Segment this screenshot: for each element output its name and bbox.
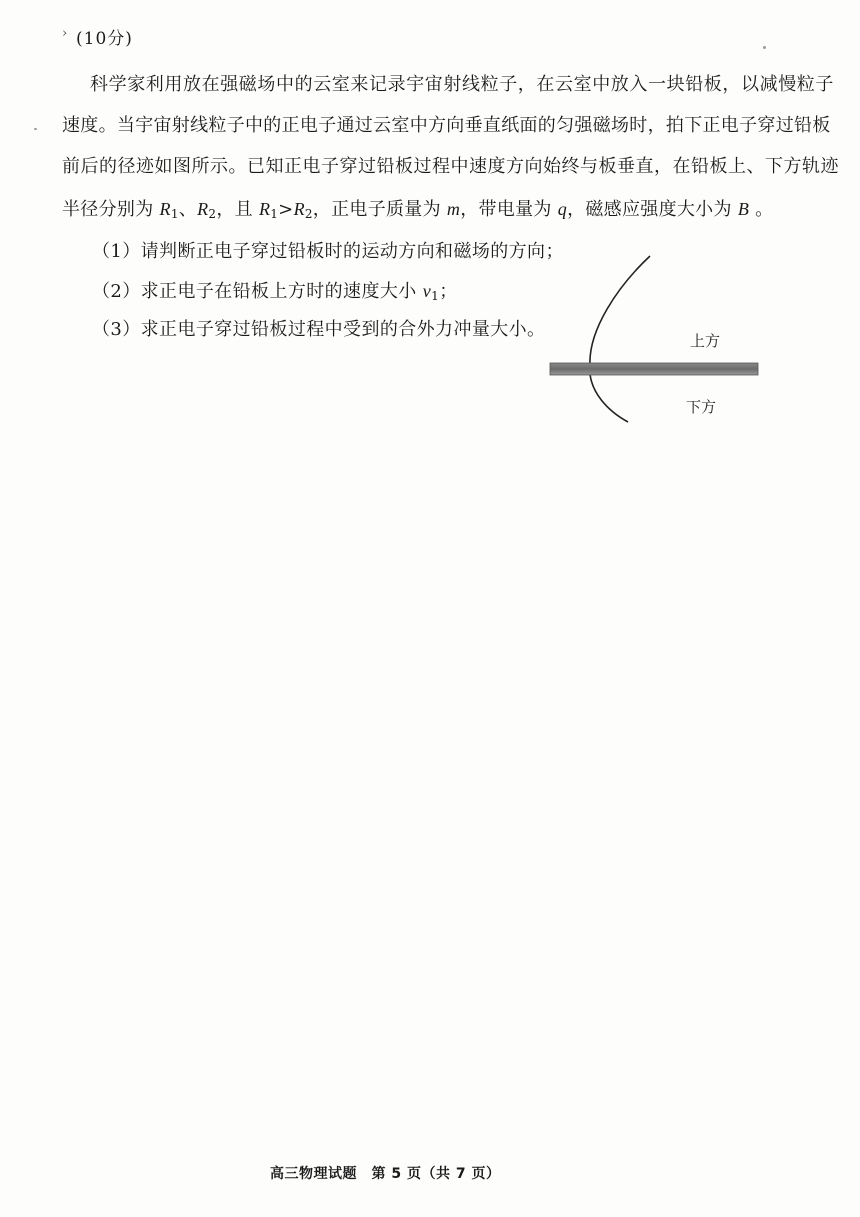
subscript: 1 [170, 207, 179, 221]
text-fragment: ，正电子质量为 [312, 199, 447, 220]
radius-symbol: R [197, 199, 209, 219]
intro-line-2: 速度。当宇宙射线粒子中的正电子通过云室中方向垂直纸面的匀强磁场时，拍下正电子穿过铅板 [62, 115, 831, 136]
intro-line-4 [62, 200, 852, 223]
trajectory-figure [540, 250, 780, 430]
question-marker: › [62, 26, 68, 41]
text-fragment: 。 [749, 199, 774, 220]
field-symbol: B [737, 199, 750, 219]
text-fragment: ，带电量为 [460, 199, 558, 220]
question-score: (10分) [76, 29, 133, 49]
text-fragment: 半径分别为 [62, 199, 160, 220]
charge-symbol: q [557, 199, 568, 219]
subscript: 2 [304, 207, 313, 221]
page-footer: 高三物理试题 第 5 页（共 7 页） [270, 1166, 501, 1182]
text-fragment: ，磁感应强度大小为 [567, 199, 738, 220]
velocity-symbol: v [422, 281, 432, 301]
label-above: 上方 [690, 332, 721, 350]
mass-symbol: m [446, 199, 461, 219]
radius-symbol: R [258, 199, 271, 219]
sub-question-3: （3）求正电子穿过铅板过程中受到的合外力冲量大小。 [92, 319, 546, 340]
trajectory-below [590, 374, 628, 422]
text-fragment: ； [439, 281, 458, 302]
subscript: 1 [270, 207, 279, 221]
sub-question-1: （1）请判断正电子穿过铅板时的运动方向和磁场的方向； [92, 241, 564, 262]
text-fragment: ，且 [216, 199, 259, 220]
intro-line-1: 科学家利用放在强磁场中的云室来记录宇宙射线粒子，在云室中放入一块铅板，以减慢粒子 [90, 74, 834, 95]
text-fragment: （2）求正电子在铅板上方时的速度大小 [92, 281, 423, 302]
greater-than: > [278, 199, 294, 220]
radius-symbol: R [293, 199, 305, 219]
intro-line-3: 前后的径迹如图所示。已知正电子穿过铅板过程中速度方向始终与板垂直，在铅板上、下方轨迹 [62, 156, 839, 177]
subscript: 1 [431, 289, 440, 303]
radius-symbol: R [159, 199, 171, 219]
scan-speck [34, 128, 37, 130]
label-below: 下方 [686, 398, 717, 416]
subscript: 2 [208, 207, 217, 221]
lead-plate [550, 363, 758, 375]
sub-question-2 [92, 282, 458, 305]
separator: 、 [178, 199, 198, 220]
trajectory-above [590, 256, 650, 366]
scan-speck [763, 46, 766, 49]
